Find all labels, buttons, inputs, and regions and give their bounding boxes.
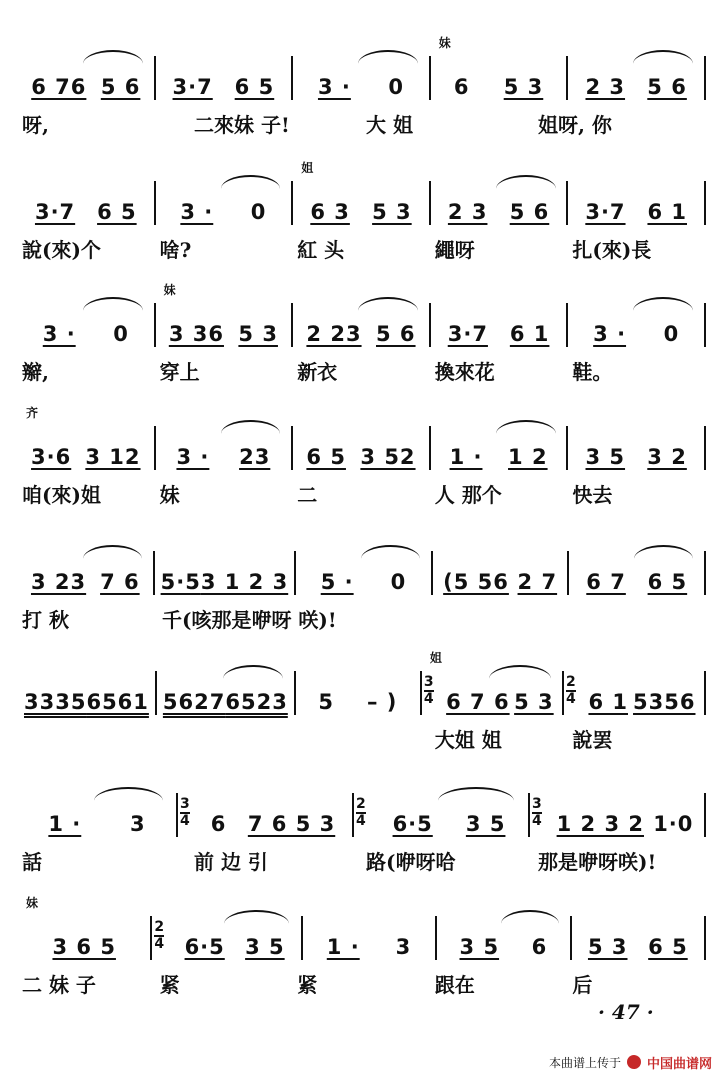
note-group: 3·7 xyxy=(172,75,213,99)
lyric: 繩呀 xyxy=(434,237,475,262)
slur xyxy=(223,665,283,679)
notes-row xyxy=(18,793,706,837)
lyrics-row xyxy=(18,847,706,873)
slur xyxy=(94,787,164,801)
time-signature xyxy=(566,675,576,707)
time-signature-top: 2 xyxy=(565,674,576,690)
footer-brand: 中国曲谱网 xyxy=(646,1056,712,1072)
lyric: 說罢 xyxy=(572,727,613,752)
score-system xyxy=(0,143,720,263)
note-group: 7 6 xyxy=(100,570,140,594)
note-group: 3 12 xyxy=(85,445,141,469)
time-signature xyxy=(356,797,366,829)
measure xyxy=(354,793,528,837)
measure xyxy=(293,56,429,100)
measure xyxy=(156,426,292,470)
measure xyxy=(155,551,295,595)
note-group: 6·5 xyxy=(184,935,225,959)
barline xyxy=(704,56,706,100)
score-system xyxy=(0,878,720,998)
barline xyxy=(704,916,706,960)
note-group: 2 7 xyxy=(517,570,558,594)
note-group: 5·5 xyxy=(160,570,201,594)
site-logo-icon xyxy=(627,1055,641,1069)
note-group: 6 xyxy=(210,812,227,836)
note-group: 5 3 xyxy=(372,200,412,224)
time-signature-bottom: 4 xyxy=(356,813,366,829)
notes-row xyxy=(18,896,706,960)
note-group: 6 1 xyxy=(647,200,687,224)
measure xyxy=(569,551,704,595)
slur xyxy=(438,787,515,801)
note-group: 3 · xyxy=(317,75,351,99)
note-group: 6·5 xyxy=(392,812,433,836)
note-group: 6 3 xyxy=(310,200,350,224)
lyric: 啥? xyxy=(159,237,192,262)
lyric: 跟在 xyxy=(434,972,475,997)
time-signature-top: 3 xyxy=(180,796,190,812)
slur xyxy=(221,420,281,434)
lyrics-row xyxy=(18,725,706,751)
note-group: 5 3 xyxy=(238,322,278,346)
score-system xyxy=(0,265,720,385)
note-group: 6 5 xyxy=(648,935,688,959)
lyric: 話 xyxy=(22,849,42,874)
note-group: 3 5 xyxy=(585,445,626,469)
measure xyxy=(568,426,704,470)
notes-row xyxy=(18,651,706,715)
note-group: 3·7 xyxy=(585,200,626,224)
part-label: 妹 xyxy=(163,283,176,297)
barline xyxy=(704,181,706,225)
part-label: 齐 xyxy=(26,406,39,420)
note-group: 0 xyxy=(390,570,407,594)
note-group: 3 xyxy=(395,935,412,959)
lyric: 穿上 xyxy=(159,359,200,384)
notes-row xyxy=(18,283,706,347)
slur xyxy=(224,910,289,924)
lyrics-row xyxy=(18,480,706,506)
lyrics-row xyxy=(18,605,706,631)
lyric: 妹 xyxy=(159,482,180,507)
measure xyxy=(18,303,154,347)
lyric: 鞋。 xyxy=(572,359,613,384)
note-group: 6523 xyxy=(225,690,288,714)
measure xyxy=(431,303,567,347)
measure xyxy=(157,671,294,715)
measure xyxy=(568,56,704,100)
measure xyxy=(18,671,155,715)
note-group: 3 1 2 3 xyxy=(200,570,289,594)
note-group: 5 xyxy=(318,690,334,714)
measure xyxy=(530,793,704,837)
measure xyxy=(572,916,704,960)
time-signature xyxy=(532,797,542,829)
note-group: 0 xyxy=(250,200,267,224)
note-group: 23 xyxy=(239,445,271,469)
lyrics-row xyxy=(18,235,706,261)
note-group: 6 5 xyxy=(97,200,137,224)
slur xyxy=(361,545,420,559)
score-system xyxy=(0,755,720,875)
barline xyxy=(704,551,706,595)
footer-text: 本曲谱上传于 xyxy=(548,1055,621,1070)
note-group: 3335 xyxy=(24,690,87,714)
note-group: 3·7 xyxy=(447,322,488,346)
note-group: 1 · xyxy=(326,935,360,959)
note-group: 1 2 xyxy=(508,445,548,469)
note-group: 3 5 xyxy=(245,935,285,959)
slur xyxy=(83,545,142,559)
score-system xyxy=(0,18,720,138)
lyrics-row xyxy=(18,970,706,996)
note-group: 3·7 xyxy=(34,200,76,224)
note-group: 3·6 xyxy=(31,445,72,469)
lyrics-row xyxy=(18,357,706,383)
lyric: 千(咳那是咿呀 咲)! xyxy=(162,607,337,632)
lyric: 后 xyxy=(572,972,593,997)
part-label: 妹 xyxy=(438,36,451,50)
note-group: 6 5 xyxy=(306,445,346,469)
lyric: 紅 头 xyxy=(297,237,345,262)
measure xyxy=(178,793,352,837)
slur xyxy=(221,175,281,189)
measure xyxy=(437,916,569,960)
slur xyxy=(358,50,418,64)
note-group: 3 2 xyxy=(647,445,687,469)
part-label: 姐 xyxy=(301,161,314,175)
note-group: (5 56 xyxy=(443,570,509,594)
measure xyxy=(18,56,154,100)
slur xyxy=(633,50,693,64)
score-system xyxy=(0,513,720,633)
time-signature-top: 2 xyxy=(356,796,366,812)
barline xyxy=(704,793,706,837)
measure xyxy=(18,551,153,595)
time-signature-top: 2 xyxy=(154,919,165,935)
note-group: 6 5 xyxy=(234,75,275,99)
note-group: 6 xyxy=(453,75,470,99)
note-group: 3 52 xyxy=(360,445,416,469)
score-system xyxy=(0,388,720,508)
lyric: 二來妹 子! xyxy=(194,112,290,137)
slur xyxy=(358,297,418,311)
lyric: 打 秋 xyxy=(22,607,69,632)
note-group: 6 76 xyxy=(31,75,87,99)
note-group: 5 3 xyxy=(514,690,554,714)
slur xyxy=(489,665,551,679)
note-group: 1 · xyxy=(449,445,483,469)
note-group: 3 · xyxy=(42,322,76,346)
note-group: 2 3 xyxy=(447,200,488,224)
slur xyxy=(633,297,693,311)
note-group: 1 2 3 2 xyxy=(556,812,644,836)
note-group: 2 3 xyxy=(585,75,626,99)
note-group: 5 6 xyxy=(647,75,687,99)
note-group: 5 · xyxy=(320,570,354,594)
time-signature-top: 3 xyxy=(423,674,434,690)
note-group: 0 xyxy=(113,322,129,346)
measure xyxy=(18,406,154,470)
lyric: 紧 xyxy=(159,972,180,997)
note-group: 5 6 xyxy=(100,75,141,99)
measure xyxy=(422,651,562,715)
footer xyxy=(549,1051,712,1073)
lyric: 人 那个 xyxy=(434,482,502,507)
lyric: 咱(來)姐 xyxy=(22,482,101,507)
barline xyxy=(704,426,706,470)
time-signature xyxy=(424,675,434,707)
lyric: 扎(來)長 xyxy=(572,237,652,262)
note-group: 6 1 xyxy=(509,322,550,346)
measure xyxy=(156,181,292,225)
lyric: 那是咿呀咲)! xyxy=(538,849,657,874)
note-group: 3 6 5 xyxy=(52,935,116,959)
note-group: 3 23 xyxy=(30,570,87,594)
lyric: 二 妹 子 xyxy=(22,972,96,997)
lyric: 新衣 xyxy=(297,359,338,384)
barline xyxy=(704,671,706,715)
note-group: 0 xyxy=(388,75,405,99)
notes-row xyxy=(18,406,706,470)
lyric: 姐呀, 你 xyxy=(538,112,612,137)
lyric: 紧 xyxy=(297,972,318,997)
barline xyxy=(704,303,706,347)
part-label: 姐 xyxy=(429,651,442,665)
note-group: 0 xyxy=(663,322,680,346)
note-group: 3 · xyxy=(176,445,210,469)
slur xyxy=(496,420,556,434)
measure xyxy=(568,181,704,225)
lyrics-row xyxy=(18,110,706,136)
time-signature-bottom: 4 xyxy=(532,813,542,829)
note-group: 6 5 xyxy=(647,570,688,594)
measure xyxy=(564,671,704,715)
note-group: 6561 xyxy=(86,690,149,714)
slur xyxy=(634,545,693,559)
note-group: 5627 xyxy=(162,690,226,714)
time-signature-bottom: 4 xyxy=(423,691,434,707)
note-group: 2 23 xyxy=(306,322,362,346)
note-group: 3 · xyxy=(180,200,214,224)
lyric: 大姐 姐 xyxy=(434,727,502,752)
measure xyxy=(293,161,429,225)
note-group: 1 · xyxy=(48,812,82,836)
note-group: 5 3 xyxy=(503,75,544,99)
measure xyxy=(431,36,567,100)
note-group: 3 xyxy=(130,812,146,836)
measure xyxy=(152,916,300,960)
slur xyxy=(501,910,559,924)
note-group: 6 1 xyxy=(588,690,628,714)
lyric: 呀, xyxy=(22,112,49,137)
lyric: 快去 xyxy=(572,482,613,507)
measure xyxy=(18,896,150,960)
measure xyxy=(568,303,704,347)
lyric: 換來花 xyxy=(434,359,495,384)
measure xyxy=(293,303,429,347)
slur xyxy=(83,50,143,64)
measure xyxy=(431,426,567,470)
time-signature-bottom: 4 xyxy=(565,691,576,707)
note-group: 3 5 xyxy=(459,935,500,959)
part-label: 妹 xyxy=(26,896,39,910)
time-signature-bottom: 4 xyxy=(180,813,190,829)
lyric: 二 xyxy=(297,482,318,507)
measure xyxy=(433,551,568,595)
notes-row xyxy=(18,551,706,595)
measure xyxy=(296,551,431,595)
score-system xyxy=(0,633,720,753)
measure xyxy=(296,671,420,715)
note-group: 6 7 xyxy=(586,570,626,594)
slur xyxy=(83,297,143,311)
notes-row xyxy=(18,161,706,225)
note-group: 5356 xyxy=(633,690,696,714)
measure xyxy=(156,56,292,100)
note-group: 1·0 xyxy=(653,812,694,836)
measure xyxy=(293,426,429,470)
note-group: 7 6 5 3 xyxy=(247,812,336,836)
note-group: 5 3 xyxy=(587,935,628,959)
note-group: 5 6 xyxy=(376,322,416,346)
time-signature xyxy=(154,920,164,952)
measure xyxy=(156,283,292,347)
note-group: 6 7 6 xyxy=(446,690,510,714)
lyric: 前 边 引 xyxy=(194,849,268,874)
time-signature xyxy=(180,797,190,829)
note-group: 6 xyxy=(531,935,548,959)
lyric: 路(咿呀哈 xyxy=(366,849,456,874)
lyric: 辮, xyxy=(22,359,49,384)
measure xyxy=(303,916,435,960)
lyric: 大 姐 xyxy=(366,112,413,137)
note-group: 5 6 xyxy=(509,200,550,224)
notes-row xyxy=(18,36,706,100)
time-signature-top: 3 xyxy=(532,796,542,812)
page-number: · 47 · xyxy=(598,1000,654,1024)
time-signature-bottom: 4 xyxy=(154,936,165,952)
note-group: 3 · xyxy=(593,322,627,346)
lyric: 說(來)个 xyxy=(22,237,101,262)
measure xyxy=(18,181,154,225)
measure xyxy=(18,793,176,837)
measure xyxy=(431,181,567,225)
note-group: 3 36 xyxy=(168,322,224,346)
slur xyxy=(496,175,556,189)
note-group: – ) xyxy=(366,690,398,714)
note-group: 3 5 xyxy=(465,812,506,836)
